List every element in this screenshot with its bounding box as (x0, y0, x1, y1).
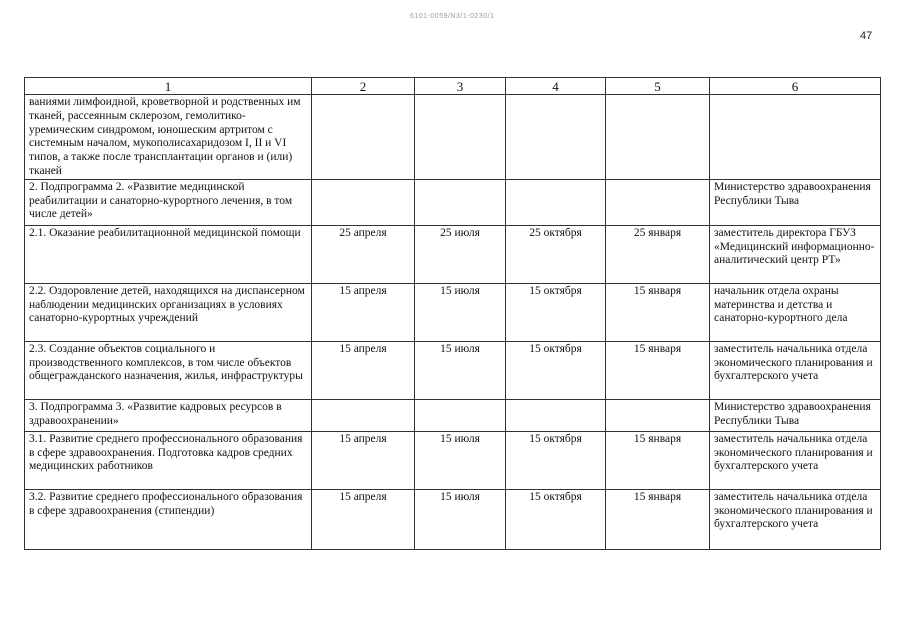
column-number: 3 (415, 78, 506, 95)
deadline-q4-cell: 15 января (606, 431, 710, 489)
deadline-q1-cell: 15 апреля (312, 489, 415, 549)
activity-cell: 2.3. Создание объектов социального и производственного комплексов, в том числе объектов общегражданского назначения, жилья, инфраструктуры (25, 341, 312, 399)
deadline-q4-cell (606, 95, 710, 180)
deadline-q3-cell: 15 октября (506, 489, 606, 549)
table-row (25, 489, 881, 549)
activity-cell: 3. Подпрограмма 3. «Развитие кадровых ресурсов в здравоохранении» (25, 399, 312, 431)
column-number: 6 (710, 78, 881, 95)
document-stamp: 6101-0059/N3/1-0230/1 (410, 13, 495, 20)
deadline-q2-cell: 25 июля (415, 225, 506, 283)
deadline-q2-cell: 15 июля (415, 341, 506, 399)
activity-cell: 2.1. Оказание реабилитационной медицинской помощи (25, 225, 312, 283)
deadline-q3-cell: 25 октября (506, 225, 606, 283)
activity-cell: 3.1. Развитие среднего профессионального образования в сфере здравоохранения. Подготовка кадров средних медицинских работников (25, 431, 312, 489)
table-row (25, 399, 881, 431)
deadline-q4-cell: 15 января (606, 283, 710, 341)
responsible-cell: заместитель начальника отдела экономического планирования и бухгалтерского учета (710, 431, 881, 489)
deadline-q1-cell: 25 апреля (312, 225, 415, 283)
column-number: 1 (25, 78, 312, 95)
responsible-cell: Министерство здравоохранения Республики Тыва (710, 179, 881, 225)
deadline-q1-cell: 15 апреля (312, 431, 415, 489)
deadline-q2-cell (415, 399, 506, 431)
deadline-q4-cell: 15 января (606, 341, 710, 399)
column-number: 5 (606, 78, 710, 95)
deadline-q4-cell: 15 января (606, 489, 710, 549)
deadline-q3-cell: 15 октября (506, 341, 606, 399)
deadline-q3-cell: 15 октября (506, 283, 606, 341)
deadline-q3-cell (506, 399, 606, 431)
table-row (25, 179, 881, 225)
activity-cell: 2.2. Оздоровление детей, находящихся на диспансерном наблюдении медицинских организациях в условиях санаторно-курортных учреждений (25, 283, 312, 341)
deadline-q2-cell (415, 179, 506, 225)
deadline-q2-cell (415, 95, 506, 180)
schedule-table (24, 77, 881, 550)
table-row (25, 341, 881, 399)
column-number: 2 (312, 78, 415, 95)
deadline-q4-cell (606, 179, 710, 225)
deadline-q2-cell: 15 июля (415, 489, 506, 549)
deadline-q1-cell: 15 апреля (312, 341, 415, 399)
responsible-cell (710, 95, 881, 180)
deadline-q2-cell: 15 июля (415, 431, 506, 489)
activity-cell: 2. Подпрограмма 2. «Развитие медицинской реабилитации и санаторно-курортного лечения, в том числе детей» (25, 179, 312, 225)
deadline-q1-cell (312, 179, 415, 225)
deadline-q1-cell (312, 399, 415, 431)
deadline-q3-cell (506, 179, 606, 225)
table-row (25, 225, 881, 283)
activity-cell: ваниями лимфоидной, кроветворной и родственных им тканей, рассеянным склерозом, гемолитико-уремическим синдромом, юношеским артритом с системным началом, мукополисахаридозом I, II и VI типов, а также после трансплантации органов и (или) тканей (25, 95, 312, 180)
deadline-q4-cell: 25 января (606, 225, 710, 283)
deadline-q3-cell: 15 октября (506, 431, 606, 489)
column-number: 4 (506, 78, 606, 95)
responsible-cell: заместитель начальника отдела экономического планирования и бухгалтерского учета (710, 341, 881, 399)
table-row (25, 431, 881, 489)
responsible-cell: заместитель начальника отдела экономического планирования и бухгалтерского учета (710, 489, 881, 549)
column-number-row (25, 78, 881, 95)
deadline-q1-cell (312, 95, 415, 180)
deadline-q4-cell (606, 399, 710, 431)
table-row (25, 95, 881, 180)
deadline-q1-cell: 15 апреля (312, 283, 415, 341)
table-row (25, 283, 881, 341)
responsible-cell: заместитель директора ГБУЗ «Медицинский информационно-аналитический центр РТ» (710, 225, 881, 283)
responsible-cell: начальник отдела охраны материнства и детства и санаторно-курортного дела (710, 283, 881, 341)
deadline-q2-cell: 15 июля (415, 283, 506, 341)
deadline-q3-cell (506, 95, 606, 180)
responsible-cell: Министерство здравоохранения Республики Тыва (710, 399, 881, 431)
page-number: 47 (860, 30, 873, 42)
activity-cell: 3.2. Развитие среднего профессионального образования в сфере здравоохранения (стипендии) (25, 489, 312, 549)
